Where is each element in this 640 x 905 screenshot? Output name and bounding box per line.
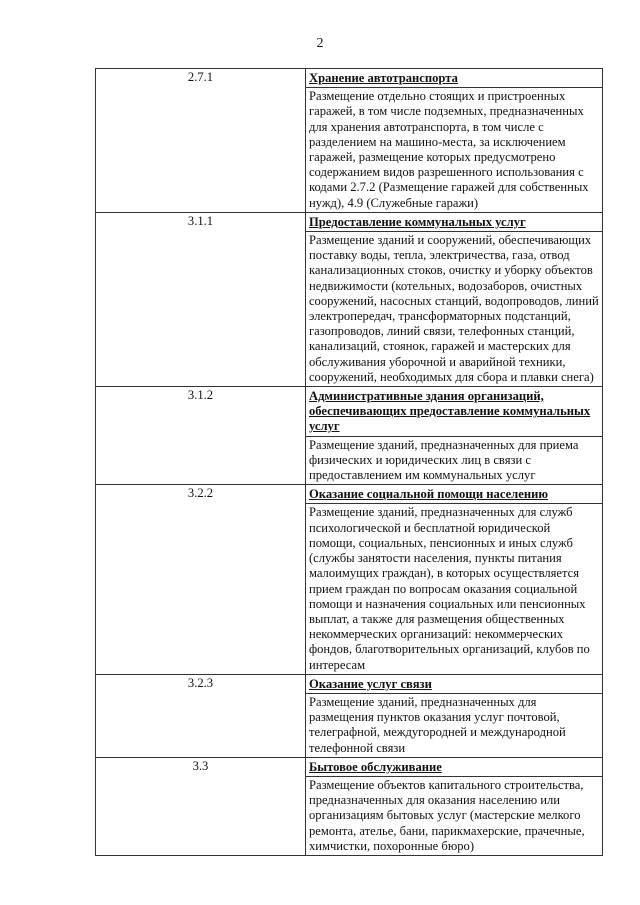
row-title: Оказание социальной помощи населению xyxy=(306,485,602,504)
row-description: Размещение зданий, предназначенных для приема физических и юридических лиц в связи с предоставлением им коммунальных услуг xyxy=(308,437,579,483)
row-content xyxy=(305,69,602,213)
table-row xyxy=(96,674,603,757)
row-title: Административные здания организаций, обеспечивающих предоставление коммунальных услуг xyxy=(306,387,602,437)
row-code: 3.1.1 xyxy=(96,212,306,386)
row-code: 3.3 xyxy=(96,757,306,855)
row-content xyxy=(305,674,602,757)
table-row xyxy=(96,69,603,213)
row-title: Оказание услуг связи xyxy=(306,675,602,694)
row-code: 3.2.2 xyxy=(96,485,306,674)
row-content xyxy=(305,485,602,674)
table-row xyxy=(96,757,603,855)
land-use-table xyxy=(95,68,603,856)
row-content xyxy=(305,757,602,855)
row-description: Размещение зданий и сооружений, обеспечивающих поставку воды, тепла, электричества, газа, отвод канализационных стоков, очистку и уборку объектов недвижимости (котельных, водозаборов, очистных сооружений, насосных станций, водопроводов, линий электропередач, трансформаторных подстанций, газопроводов, линий связи, телефонных станций, канализаций, стоянок, гаражей и мастерских для обслуживания уборочной и аварийной техники, сооружений, необходимых для сбора и плавки снега) xyxy=(308,233,599,384)
table-row xyxy=(96,485,603,674)
page-number: 2 xyxy=(316,36,324,51)
row-title: Бытовое обслуживание xyxy=(306,758,602,777)
row-code: 3.1.2 xyxy=(96,387,306,485)
table-row xyxy=(96,212,603,386)
row-content xyxy=(305,212,602,386)
row-title: Хранение автотранспорта xyxy=(306,69,602,88)
row-description: Размещение зданий, предназначенных для служб психологической и бесплатной юридической помощи, социальных, пенсионных и иных служб (службы занятости населения, пункты питания малоимущих граждан), в которых осуществляется прием граждан по вопросам оказания социальной помощи и назначения социальных или пенсионных выплат, а также для размещения общественных некоммерческих организаций: некоммерческих фондов, благотворительных организаций, клубов по интересам xyxy=(308,505,590,672)
row-description: Размещение объектов капитального строительства, предназначенных для оказания населению или организациям бытовых услуг (мастерские мелкого ремонта, ателье, бани, парикмахерские, прачечные, химчистки, похоронные бюро) xyxy=(308,777,585,853)
row-description: Размещение отдельно стоящих и пристроенных гаражей, в том числе подземных, предназначенных для хранения автотранспорта, в том числе с разделением на машино-места, за исключением гаражей, размещение которых предусмотрено содержанием видов разрешенного использования с кодами 2.7.2 (Размещение гаражей для собственных нужд), 4.9 (Служебные гаражи) xyxy=(308,89,589,210)
row-code: 2.7.1 xyxy=(96,69,306,213)
row-content xyxy=(305,387,602,485)
row-title: Предоставление коммунальных услуг xyxy=(306,213,602,232)
row-code: 3.2.3 xyxy=(96,674,306,757)
row-description: Размещение зданий, предназначенных для размещения пунктов оказания услуг почтовой, телеграфной, междугородней и международной телефонной связи xyxy=(308,694,566,755)
table-row xyxy=(96,387,603,485)
